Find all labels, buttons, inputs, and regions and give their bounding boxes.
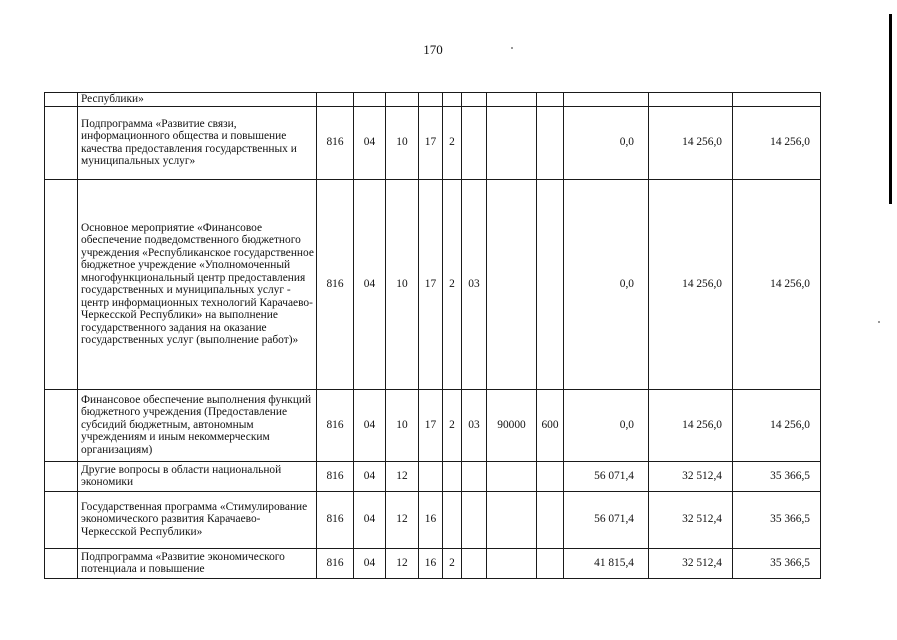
- amount-year-2-cell: 14 256,0: [649, 389, 733, 461]
- scan-speck: [878, 321, 880, 323]
- section-code-cell: 04: [354, 548, 386, 578]
- program-code-cell: 17: [419, 106, 443, 179]
- row-index-cell: [45, 548, 78, 578]
- amount-year-3-cell: 35 366,5: [733, 548, 821, 578]
- table-row: [45, 93, 821, 107]
- measure-code-cell: [462, 461, 487, 491]
- program-code-cell: 17: [419, 389, 443, 461]
- scan-edge-mark: [889, 14, 892, 204]
- table-row: [45, 389, 821, 461]
- section-code-cell: [354, 93, 386, 107]
- direction-code-cell: [487, 93, 537, 107]
- subsection-code-cell: 10: [386, 179, 419, 389]
- subprogram-code-cell: [443, 491, 462, 548]
- direction-code-cell: [487, 491, 537, 548]
- budget-table: [44, 92, 821, 579]
- direction-code-cell: [487, 461, 537, 491]
- expense-type-code-cell: [537, 491, 564, 548]
- subsection-code-cell: 12: [386, 548, 419, 578]
- table-row: [45, 461, 821, 491]
- expense-type-code-cell: 600: [537, 389, 564, 461]
- table-row: [45, 106, 821, 179]
- subsection-code-cell: 12: [386, 461, 419, 491]
- measure-code-cell: 03: [462, 389, 487, 461]
- section-code-cell: 04: [354, 179, 386, 389]
- amount-year-3-cell: 35 366,5: [733, 491, 821, 548]
- subsection-code-cell: 12: [386, 491, 419, 548]
- section-code-cell: 04: [354, 491, 386, 548]
- expense-type-code-cell: [537, 106, 564, 179]
- expense-type-code-cell: [537, 179, 564, 389]
- amount-year-3-cell: 14 256,0: [733, 106, 821, 179]
- amount-year-2-cell: 14 256,0: [649, 106, 733, 179]
- expense-type-code-cell: [537, 461, 564, 491]
- row-name-cell: Республики»: [78, 93, 317, 107]
- amount-year-3-cell: 35 366,5: [733, 461, 821, 491]
- measure-code-cell: [462, 548, 487, 578]
- row-index-cell: [45, 389, 78, 461]
- ministry-code-cell: 816: [317, 491, 354, 548]
- row-name-cell: Подпрограмма «Развитие связи, информационного общества и повышение качества предоставления государственных и муниципальных услуг»: [78, 106, 317, 179]
- amount-year-2-cell: [649, 93, 733, 107]
- ministry-code-cell: 816: [317, 106, 354, 179]
- table-row: [45, 179, 821, 389]
- row-index-cell: [45, 106, 78, 179]
- amount-year-2-cell: 32 512,4: [649, 461, 733, 491]
- row-name-cell: Другие вопросы в области национальной экономики: [78, 461, 317, 491]
- row-name-cell: Финансовое обеспечение выполнения функций бюджетного учреждения (Предоставление субсидий бюджетным, автономным учреждениям и иным некоммерческим организациям): [78, 389, 317, 461]
- amount-year-2-cell: 14 256,0: [649, 179, 733, 389]
- scan-speck: [511, 47, 513, 49]
- amount-year-2-cell: 32 512,4: [649, 548, 733, 578]
- direction-code-cell: 90000: [487, 389, 537, 461]
- amount-year-3-cell: 14 256,0: [733, 179, 821, 389]
- ministry-code-cell: 816: [317, 548, 354, 578]
- subsection-code-cell: 10: [386, 106, 419, 179]
- section-code-cell: 04: [354, 106, 386, 179]
- section-code-cell: 04: [354, 389, 386, 461]
- direction-code-cell: [487, 548, 537, 578]
- measure-code-cell: [462, 106, 487, 179]
- program-code-cell: [419, 461, 443, 491]
- row-index-cell: [45, 93, 78, 107]
- amount-year-1-cell: 0,0: [564, 106, 649, 179]
- subsection-code-cell: 10: [386, 389, 419, 461]
- row-index-cell: [45, 179, 78, 389]
- ministry-code-cell: 816: [317, 179, 354, 389]
- ministry-code-cell: 816: [317, 389, 354, 461]
- page-number: 170: [423, 42, 443, 57]
- program-code-cell: 16: [419, 548, 443, 578]
- row-name-cell: Государственная программа «Стимулирование экономического развития Карачаево-Черкесской Республики»: [78, 491, 317, 548]
- direction-code-cell: [487, 106, 537, 179]
- subprogram-code-cell: [443, 93, 462, 107]
- amount-year-3-cell: 14 256,0: [733, 389, 821, 461]
- subprogram-code-cell: 2: [443, 179, 462, 389]
- amount-year-1-cell: 56 071,4: [564, 461, 649, 491]
- measure-code-cell: 03: [462, 179, 487, 389]
- subprogram-code-cell: [443, 461, 462, 491]
- program-code-cell: 16: [419, 491, 443, 548]
- subprogram-code-cell: 2: [443, 389, 462, 461]
- amount-year-1-cell: 0,0: [564, 179, 649, 389]
- row-name-cell: Основное мероприятие «Финансовое обеспечение подведомственного бюджетного учреждения «Республиканское государственное бюджетное учреждение «Уполномоченный многофункциональный центр предоставления государственных и муниципальных услуг - центр информационных технологий Карачаево-Черкесской Республики» на выполнение государственного задания на оказание государственных услуг (выполнение работ)»: [78, 179, 317, 389]
- ministry-code-cell: [317, 93, 354, 107]
- program-code-cell: 17: [419, 179, 443, 389]
- table-row: [45, 491, 821, 548]
- subprogram-code-cell: 2: [443, 548, 462, 578]
- subsection-code-cell: [386, 93, 419, 107]
- row-index-cell: [45, 491, 78, 548]
- amount-year-3-cell: [733, 93, 821, 107]
- amount-year-2-cell: 32 512,4: [649, 491, 733, 548]
- measure-code-cell: [462, 93, 487, 107]
- row-index-cell: [45, 461, 78, 491]
- measure-code-cell: [462, 491, 487, 548]
- amount-year-1-cell: [564, 93, 649, 107]
- ministry-code-cell: 816: [317, 461, 354, 491]
- section-code-cell: 04: [354, 461, 386, 491]
- program-code-cell: [419, 93, 443, 107]
- subprogram-code-cell: 2: [443, 106, 462, 179]
- row-name-cell: Подпрограмма «Развитие экономического потенциала и повышение: [78, 548, 317, 578]
- table-row: [45, 548, 821, 578]
- amount-year-1-cell: 0,0: [564, 389, 649, 461]
- amount-year-1-cell: 41 815,4: [564, 548, 649, 578]
- expense-type-code-cell: [537, 548, 564, 578]
- expense-type-code-cell: [537, 93, 564, 107]
- amount-year-1-cell: 56 071,4: [564, 491, 649, 548]
- direction-code-cell: [487, 179, 537, 389]
